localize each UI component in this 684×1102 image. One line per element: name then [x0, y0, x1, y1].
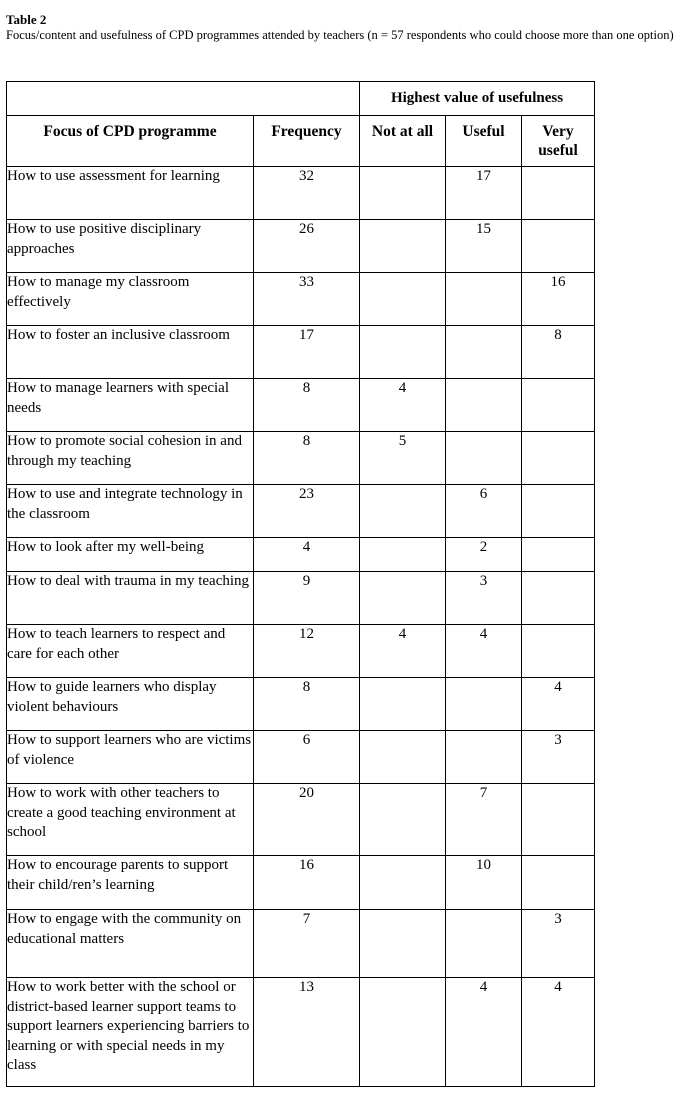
table-row [7, 220, 595, 273]
table-row [7, 167, 595, 220]
table-row [7, 978, 595, 1087]
row-not-at-all-cell [360, 784, 446, 856]
header-blank-cell [7, 82, 360, 116]
table-row [7, 678, 595, 731]
table-row [7, 432, 595, 485]
column-header-focus: Focus of CPD programme [7, 116, 254, 167]
table-row [7, 625, 595, 678]
row-very-useful-cell: 4 [522, 678, 595, 731]
row-not-at-all-cell: 4 [360, 379, 446, 432]
row-very-useful-cell [522, 485, 595, 538]
row-very-useful-cell [522, 856, 595, 910]
row-useful-cell [446, 379, 522, 432]
table-row [7, 379, 595, 432]
row-focus-cell: How to support learners who are victims of violence [7, 731, 254, 784]
row-very-useful-cell: 3 [522, 910, 595, 978]
row-useful-cell: 3 [446, 572, 522, 625]
row-frequency-cell: 7 [254, 910, 360, 978]
table-row [7, 538, 595, 572]
row-focus-cell: How to work with other teachers to create a good teaching environment at school [7, 784, 254, 856]
row-useful-cell [446, 731, 522, 784]
row-focus-cell: How to engage with the community on educational matters [7, 910, 254, 978]
row-focus-cell: How to foster an inclusive classroom [7, 326, 254, 379]
column-header-not-at-all: Not at all [360, 116, 446, 167]
row-useful-cell [446, 273, 522, 326]
table-row [7, 273, 595, 326]
row-not-at-all-cell [360, 485, 446, 538]
header-group-usefulness: Highest value of usefulness [360, 82, 595, 116]
row-useful-cell [446, 678, 522, 731]
row-not-at-all-cell [360, 273, 446, 326]
row-frequency-cell: 8 [254, 432, 360, 485]
table-row [7, 731, 595, 784]
table-row [7, 784, 595, 856]
row-very-useful-cell [522, 784, 595, 856]
row-very-useful-cell [522, 220, 595, 273]
row-focus-cell: How to use and integrate technology in the classroom [7, 485, 254, 538]
row-useful-cell: 10 [446, 856, 522, 910]
row-useful-cell: 6 [446, 485, 522, 538]
table-description: Focus/content and usefulness of CPD programmes attended by teachers (n = 57 respondents who could choose more than one option) [6, 28, 674, 42]
table-row [7, 910, 595, 978]
row-focus-cell: How to manage learners with special needs [7, 379, 254, 432]
row-focus-cell: How to use positive disciplinary approaches [7, 220, 254, 273]
row-very-useful-cell [522, 167, 595, 220]
row-not-at-all-cell: 5 [360, 432, 446, 485]
table-body [7, 167, 595, 1087]
row-very-useful-cell [522, 538, 595, 572]
row-frequency-cell: 26 [254, 220, 360, 273]
column-header-useful: Useful [446, 116, 522, 167]
row-frequency-cell: 6 [254, 731, 360, 784]
row-very-useful-cell [522, 432, 595, 485]
row-focus-cell: How to guide learners who display violent behaviours [7, 678, 254, 731]
row-very-useful-cell: 16 [522, 273, 595, 326]
row-frequency-cell: 33 [254, 273, 360, 326]
row-not-at-all-cell [360, 167, 446, 220]
table-label: Table 2 [6, 12, 47, 27]
cpd-table [6, 81, 595, 1087]
row-useful-cell: 17 [446, 167, 522, 220]
row-not-at-all-cell [360, 978, 446, 1087]
row-useful-cell: 4 [446, 625, 522, 678]
row-not-at-all-cell [360, 220, 446, 273]
row-very-useful-cell: 4 [522, 978, 595, 1087]
row-focus-cell: How to promote social cohesion in and through my teaching [7, 432, 254, 485]
row-frequency-cell: 12 [254, 625, 360, 678]
row-useful-cell [446, 910, 522, 978]
row-useful-cell: 2 [446, 538, 522, 572]
row-focus-cell: How to work better with the school or district-based learner support teams to support learners experiencing barriers to learning or with special needs in my class [7, 978, 254, 1087]
column-header-frequency: Frequency [254, 116, 360, 167]
column-header-very-useful: Very useful [522, 116, 595, 167]
row-focus-cell: How to deal with trauma in my teaching [7, 572, 254, 625]
row-useful-cell [446, 432, 522, 485]
row-frequency-cell: 17 [254, 326, 360, 379]
row-frequency-cell: 8 [254, 379, 360, 432]
row-focus-cell: How to encourage parents to support their child/ren’s learning [7, 856, 254, 910]
row-focus-cell: How to use assessment for learning [7, 167, 254, 220]
header-group-row [7, 82, 595, 116]
header-columns-row [7, 116, 595, 167]
table-caption [6, 12, 680, 43]
row-not-at-all-cell [360, 326, 446, 379]
row-frequency-cell: 20 [254, 784, 360, 856]
row-not-at-all-cell [360, 572, 446, 625]
row-not-at-all-cell: 4 [360, 625, 446, 678]
row-frequency-cell: 23 [254, 485, 360, 538]
table-row [7, 485, 595, 538]
row-useful-cell: 7 [446, 784, 522, 856]
table-row [7, 856, 595, 910]
row-very-useful-cell: 8 [522, 326, 595, 379]
table-row [7, 572, 595, 625]
row-frequency-cell: 16 [254, 856, 360, 910]
row-very-useful-cell [522, 379, 595, 432]
row-focus-cell: How to manage my classroom effectively [7, 273, 254, 326]
row-frequency-cell: 4 [254, 538, 360, 572]
row-frequency-cell: 8 [254, 678, 360, 731]
row-not-at-all-cell [360, 678, 446, 731]
row-frequency-cell: 9 [254, 572, 360, 625]
row-not-at-all-cell [360, 856, 446, 910]
row-not-at-all-cell [360, 910, 446, 978]
row-not-at-all-cell [360, 731, 446, 784]
row-not-at-all-cell [360, 538, 446, 572]
row-focus-cell: How to teach learners to respect and care for each other [7, 625, 254, 678]
row-frequency-cell: 32 [254, 167, 360, 220]
row-very-useful-cell [522, 625, 595, 678]
row-useful-cell: 15 [446, 220, 522, 273]
row-frequency-cell: 13 [254, 978, 360, 1087]
row-useful-cell [446, 326, 522, 379]
row-focus-cell: How to look after my well-being [7, 538, 254, 572]
row-very-useful-cell [522, 572, 595, 625]
table-row [7, 326, 595, 379]
row-very-useful-cell: 3 [522, 731, 595, 784]
row-useful-cell: 4 [446, 978, 522, 1087]
